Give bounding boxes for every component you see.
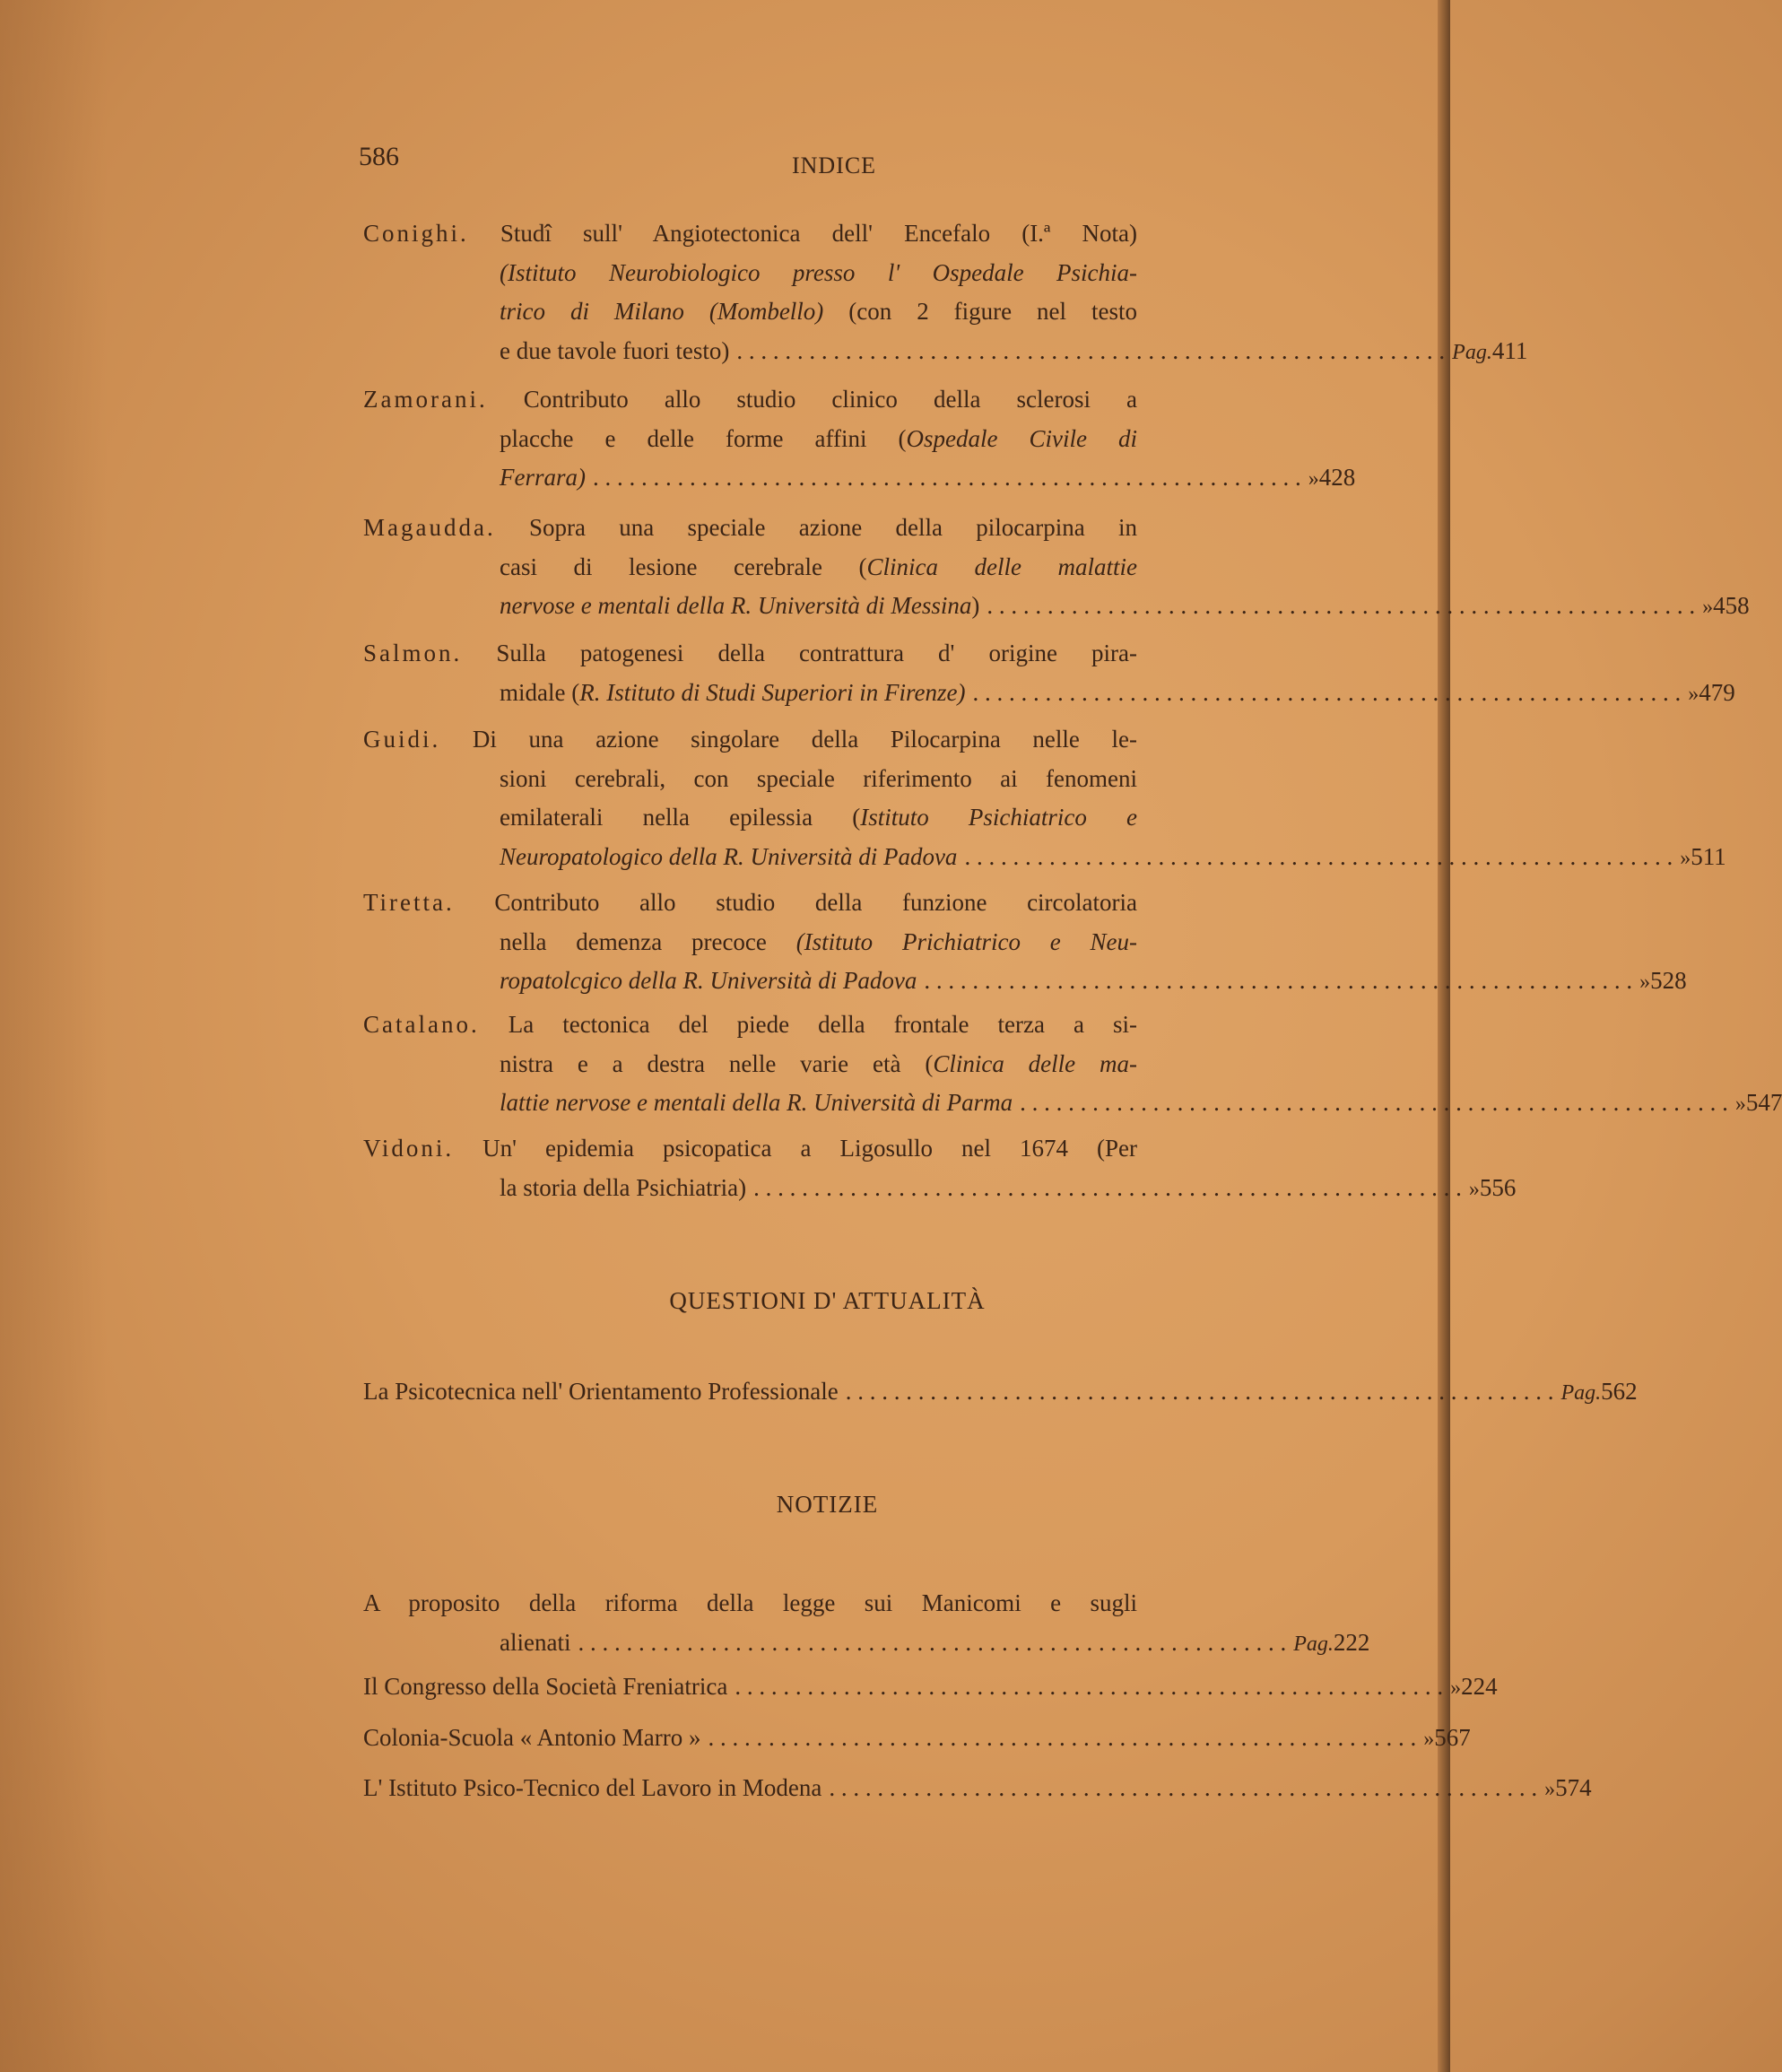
dot-leader: . . . . . . . . . . . . . . . . . . . . . . . . . . . . . . . . . . . . . . . . . . . . . . . . . . . . . . . . . . .: [736, 336, 1446, 364]
entry-title-text: nella demenza precoce: [500, 927, 796, 955]
page-reference: 567: [1434, 1724, 1471, 1751]
entry-line: [363, 1006, 1137, 1045]
page-reference: 224: [1461, 1673, 1498, 1700]
entry-title-text: midale (: [500, 678, 580, 706]
entry-line: [500, 838, 1726, 877]
entry-line: [363, 1769, 1592, 1808]
entry-line-text: [500, 962, 917, 1001]
entry-institution: Neuropatologico della R. Università di Padova: [500, 842, 958, 870]
toc-entry: [363, 1769, 1592, 1808]
dot-leader: . . . . . . . . . . . . . . . . . . . . . . . . . . . . . . . . . . . . . . . . . . . . . . . . . . . . . . . . . . .: [1020, 1089, 1728, 1116]
entry-line: [500, 923, 1137, 962]
entry-line: [500, 760, 1137, 799]
dot-leader: . . . . . . . . . . . . . . . . . . . . . . . . . . . . . . . . . . . . . . . . . . . . . . . . . . . . . . . . . . .: [708, 1724, 1417, 1751]
entry-line: [500, 674, 1735, 713]
entry-title-text: La tectonica del piede della frontale terza a si-: [479, 1011, 1137, 1038]
entry-title-text: ): [971, 592, 980, 619]
page-reference: 511: [1691, 842, 1726, 870]
toc-entry: [363, 1584, 1370, 1662]
entry-line: [363, 1719, 1471, 1758]
entry-institution: Ferrara): [500, 464, 586, 491]
entry-title-text: alienati: [500, 1628, 571, 1656]
page-marker: »: [1308, 467, 1319, 491]
page-marker: »: [1702, 596, 1714, 619]
entry-line: [363, 380, 1137, 420]
toc-entry: [363, 1719, 1471, 1758]
dot-leader: . . . . . . . . . . . . . . . . . . . . . . . . . . . . . . . . . . . . . . . . . . . . . . . . . . . . . . . . . . .: [593, 464, 1301, 491]
page-number: 586: [359, 142, 399, 171]
entry-line-text: [363, 1372, 839, 1412]
page-reference: 411: [1491, 336, 1528, 364]
entry-line: [500, 587, 1750, 626]
entry-line: [500, 420, 1137, 459]
entry-line: [363, 214, 1137, 254]
entry-line: [363, 884, 1137, 923]
page-marker: »: [1734, 1093, 1746, 1116]
entry-line: [500, 1169, 1517, 1208]
page-shadow: [0, 0, 108, 2072]
entry-institution: R. Istituto di Studi Superiori in Firenze): [579, 678, 966, 706]
entry-author: Vidoni.: [363, 1135, 455, 1162]
page-marker: »: [1688, 682, 1699, 706]
entry-author: Salmon.: [363, 640, 463, 666]
entry-title-text: nistra e a destra nelle varie età (: [500, 1049, 934, 1077]
entry-title-text: la storia della Psichiatria): [500, 1173, 747, 1201]
dot-leader: . . . . . . . . . . . . . . . . . . . . . . . . . . . . . . . . . . . . . . . . . . . . . . . . . . . . . . . . . . .: [753, 1173, 1462, 1201]
entry-title-text: Studî sull' Angiotectonica dell' Encefalo (I.ª Nota): [468, 220, 1137, 247]
entry-title-text: placche e delle forme affini (: [500, 424, 907, 452]
entry-line: [500, 798, 1137, 838]
entry-title-text: Colonia-Scuola « Antonio Marro »: [363, 1724, 701, 1751]
page-marker: »: [1680, 846, 1691, 870]
entry-title-text: Un' epidemia psicopatica a Ligosullo nel 1674 (Per: [454, 1135, 1137, 1162]
page-reference: 547: [1745, 1089, 1782, 1116]
entry-line: [500, 1624, 1370, 1663]
entry-title-text: Contributo allo studio della funzione circolatoria: [454, 889, 1137, 916]
page-reference: 556: [1479, 1173, 1517, 1201]
entry-title-text: e due tavole fuori testo): [500, 336, 730, 364]
toc-entry: [363, 1006, 1782, 1123]
entry-line: [500, 548, 1137, 588]
entry-institution: lattie nervose e mentali della R. Università di Parma: [500, 1089, 1013, 1116]
section-heading: NOTIZIE: [776, 1491, 879, 1518]
entry-title-text: (con 2 figure nel testo: [823, 298, 1137, 325]
entry-line: [500, 332, 1528, 371]
entry-institution: Istituto Psichiatrico e: [860, 804, 1137, 831]
dot-leader: . . . . . . . . . . . . . . . . . . . . . . . . . . . . . . . . . . . . . . . . . . . . . . . . . . . . . . . . . . .: [845, 1378, 1554, 1405]
entry-line-text: [363, 1719, 700, 1758]
toc-entry: [363, 1129, 1517, 1207]
entry-line-text: [500, 838, 957, 877]
entry-line: [500, 292, 1137, 332]
toc-entry: [363, 634, 1735, 712]
dot-leader: . . . . . . . . . . . . . . . . . . . . . . . . . . . . . . . . . . . . . . . . . . . . . . . . . . . . . . . . . . .: [964, 842, 1673, 870]
page-reference: 458: [1713, 592, 1750, 619]
entry-line: [363, 1129, 1137, 1169]
entry-institution: trico di Milano (Mombello): [500, 298, 824, 325]
entry-institution: (Istituto Neurobiologico presso l' Ospedale Psichia-: [500, 258, 1137, 286]
entry-line-text: [500, 332, 729, 371]
entry-line: [363, 634, 1137, 674]
page-reference: 222: [1333, 1628, 1370, 1656]
entry-title-text: Sopra una speciale azione della pilocarpina in: [495, 514, 1137, 541]
page-reference: 528: [1650, 967, 1687, 994]
entry-line: [500, 254, 1137, 293]
entry-line: [500, 962, 1687, 1001]
entry-line: [363, 509, 1137, 548]
toc-entry: [363, 1372, 1638, 1412]
entry-line: [363, 1667, 1498, 1707]
page-reference: 574: [1555, 1774, 1592, 1801]
page-marker: Pag.: [1452, 340, 1492, 364]
entry-title-text: Sulla patogenesi della contrattura d' origine pira-: [462, 640, 1137, 666]
entry-author: Zamorani.: [363, 386, 488, 413]
page-marker: »: [1468, 1177, 1480, 1201]
entry-line: [500, 1045, 1137, 1084]
entry-institution: (Istituto Prichiatrico e Neu-: [795, 927, 1137, 955]
entry-author: Conighi.: [363, 220, 469, 247]
page-reference: 562: [1601, 1378, 1638, 1405]
entry-author: Catalano.: [363, 1011, 480, 1038]
entry-line: [500, 1084, 1782, 1123]
entry-institution: Ospedale Civile di: [906, 424, 1137, 452]
entry-line: [363, 1584, 1137, 1624]
page-reference: 428: [1318, 464, 1356, 491]
entry-institution: nervose e mentali della R. Università di Messina: [500, 592, 972, 619]
entry-title-text: A proposito della riforma della legge sui Manicomi e sugli: [363, 1589, 1137, 1616]
toc-entry: [363, 214, 1528, 370]
dot-leader: . . . . . . . . . . . . . . . . . . . . . . . . . . . . . . . . . . . . . . . . . . . . . . . . . . . . . . . . . . .: [924, 967, 1633, 994]
entry-line: [363, 720, 1137, 760]
page-reference: 479: [1699, 678, 1735, 706]
toc-entry: [363, 1667, 1498, 1707]
entry-title-text: Contributo allo studio clinico della sclerosi a: [487, 386, 1137, 413]
entry-line-text: [500, 1624, 570, 1663]
dot-leader: . . . . . . . . . . . . . . . . . . . . . . . . . . . . . . . . . . . . . . . . . . . . . . . . . . . . . . . . . . .: [735, 1673, 1444, 1700]
entry-institution: Clinica delle malattie: [866, 553, 1137, 580]
dot-leader: . . . . . . . . . . . . . . . . . . . . . . . . . . . . . . . . . . . . . . . . . . . . . . . . . . . . . . . . . . .: [578, 1628, 1287, 1656]
entry-title-text: La Psicotecnica nell' Orientamento Professionale: [363, 1378, 839, 1405]
entry-title-text: casi di lesione cerebrale (: [500, 553, 867, 580]
page-marker: Pag.: [1293, 1632, 1334, 1656]
dot-leader: . . . . . . . . . . . . . . . . . . . . . . . . . . . . . . . . . . . . . . . . . . . . . . . . . . . . . . . . . . .: [972, 678, 1682, 706]
page-marker: Pag.: [1560, 1381, 1602, 1405]
entry-line: [363, 1372, 1638, 1412]
entry-author: Tiretta.: [363, 889, 455, 916]
page-edge: [1438, 0, 1450, 2072]
entry-line-text: [500, 458, 586, 498]
entry-line-text: [500, 1169, 746, 1208]
entry-line-text: [363, 1769, 821, 1808]
entry-title-text: sioni cerebrali, con speciale riferimento ai fenomeni: [500, 764, 1137, 792]
entry-line-text: [500, 674, 965, 713]
toc-entry: [363, 720, 1726, 876]
entry-title-text: emilaterali nella epilessia (: [500, 804, 861, 831]
section-heading: QUESTIONI D' ATTUALITÀ: [669, 1287, 986, 1314]
toc-entry: [363, 884, 1687, 1001]
dot-leader: . . . . . . . . . . . . . . . . . . . . . . . . . . . . . . . . . . . . . . . . . . . . . . . . . . . . . . . . . . .: [829, 1774, 1538, 1801]
entry-institution: Clinica delle ma-: [933, 1049, 1138, 1077]
toc-entry: [363, 509, 1750, 626]
entry-author: Guidi.: [363, 726, 441, 753]
page-marker: »: [1639, 971, 1651, 994]
entry-title-text: Di una azione singolare della Pilocarpina nelle le-: [440, 726, 1137, 753]
entry-line-text: [363, 1667, 727, 1707]
page-marker: »: [1544, 1778, 1556, 1801]
entry-line-text: [500, 587, 979, 626]
entry-author: Magaudda.: [363, 514, 496, 541]
entry-line-text: [500, 1084, 1013, 1123]
entry-institution: ropatolcgico della R. Università di Padova: [500, 967, 917, 994]
entry-title-text: L' Istituto Psico-Tecnico del Lavoro in Modena: [363, 1774, 822, 1801]
toc-entry: [363, 380, 1356, 498]
page-marker: »: [1423, 1728, 1435, 1751]
page-marker: »: [1450, 1676, 1462, 1700]
entry-title-text: Il Congresso della Società Freniatrica: [363, 1673, 728, 1700]
dot-leader: . . . . . . . . . . . . . . . . . . . . . . . . . . . . . . . . . . . . . . . . . . . . . . . . . . . . . . . . . . .: [987, 592, 1696, 619]
running-head: INDICE: [791, 152, 877, 178]
entry-line: [500, 458, 1356, 498]
